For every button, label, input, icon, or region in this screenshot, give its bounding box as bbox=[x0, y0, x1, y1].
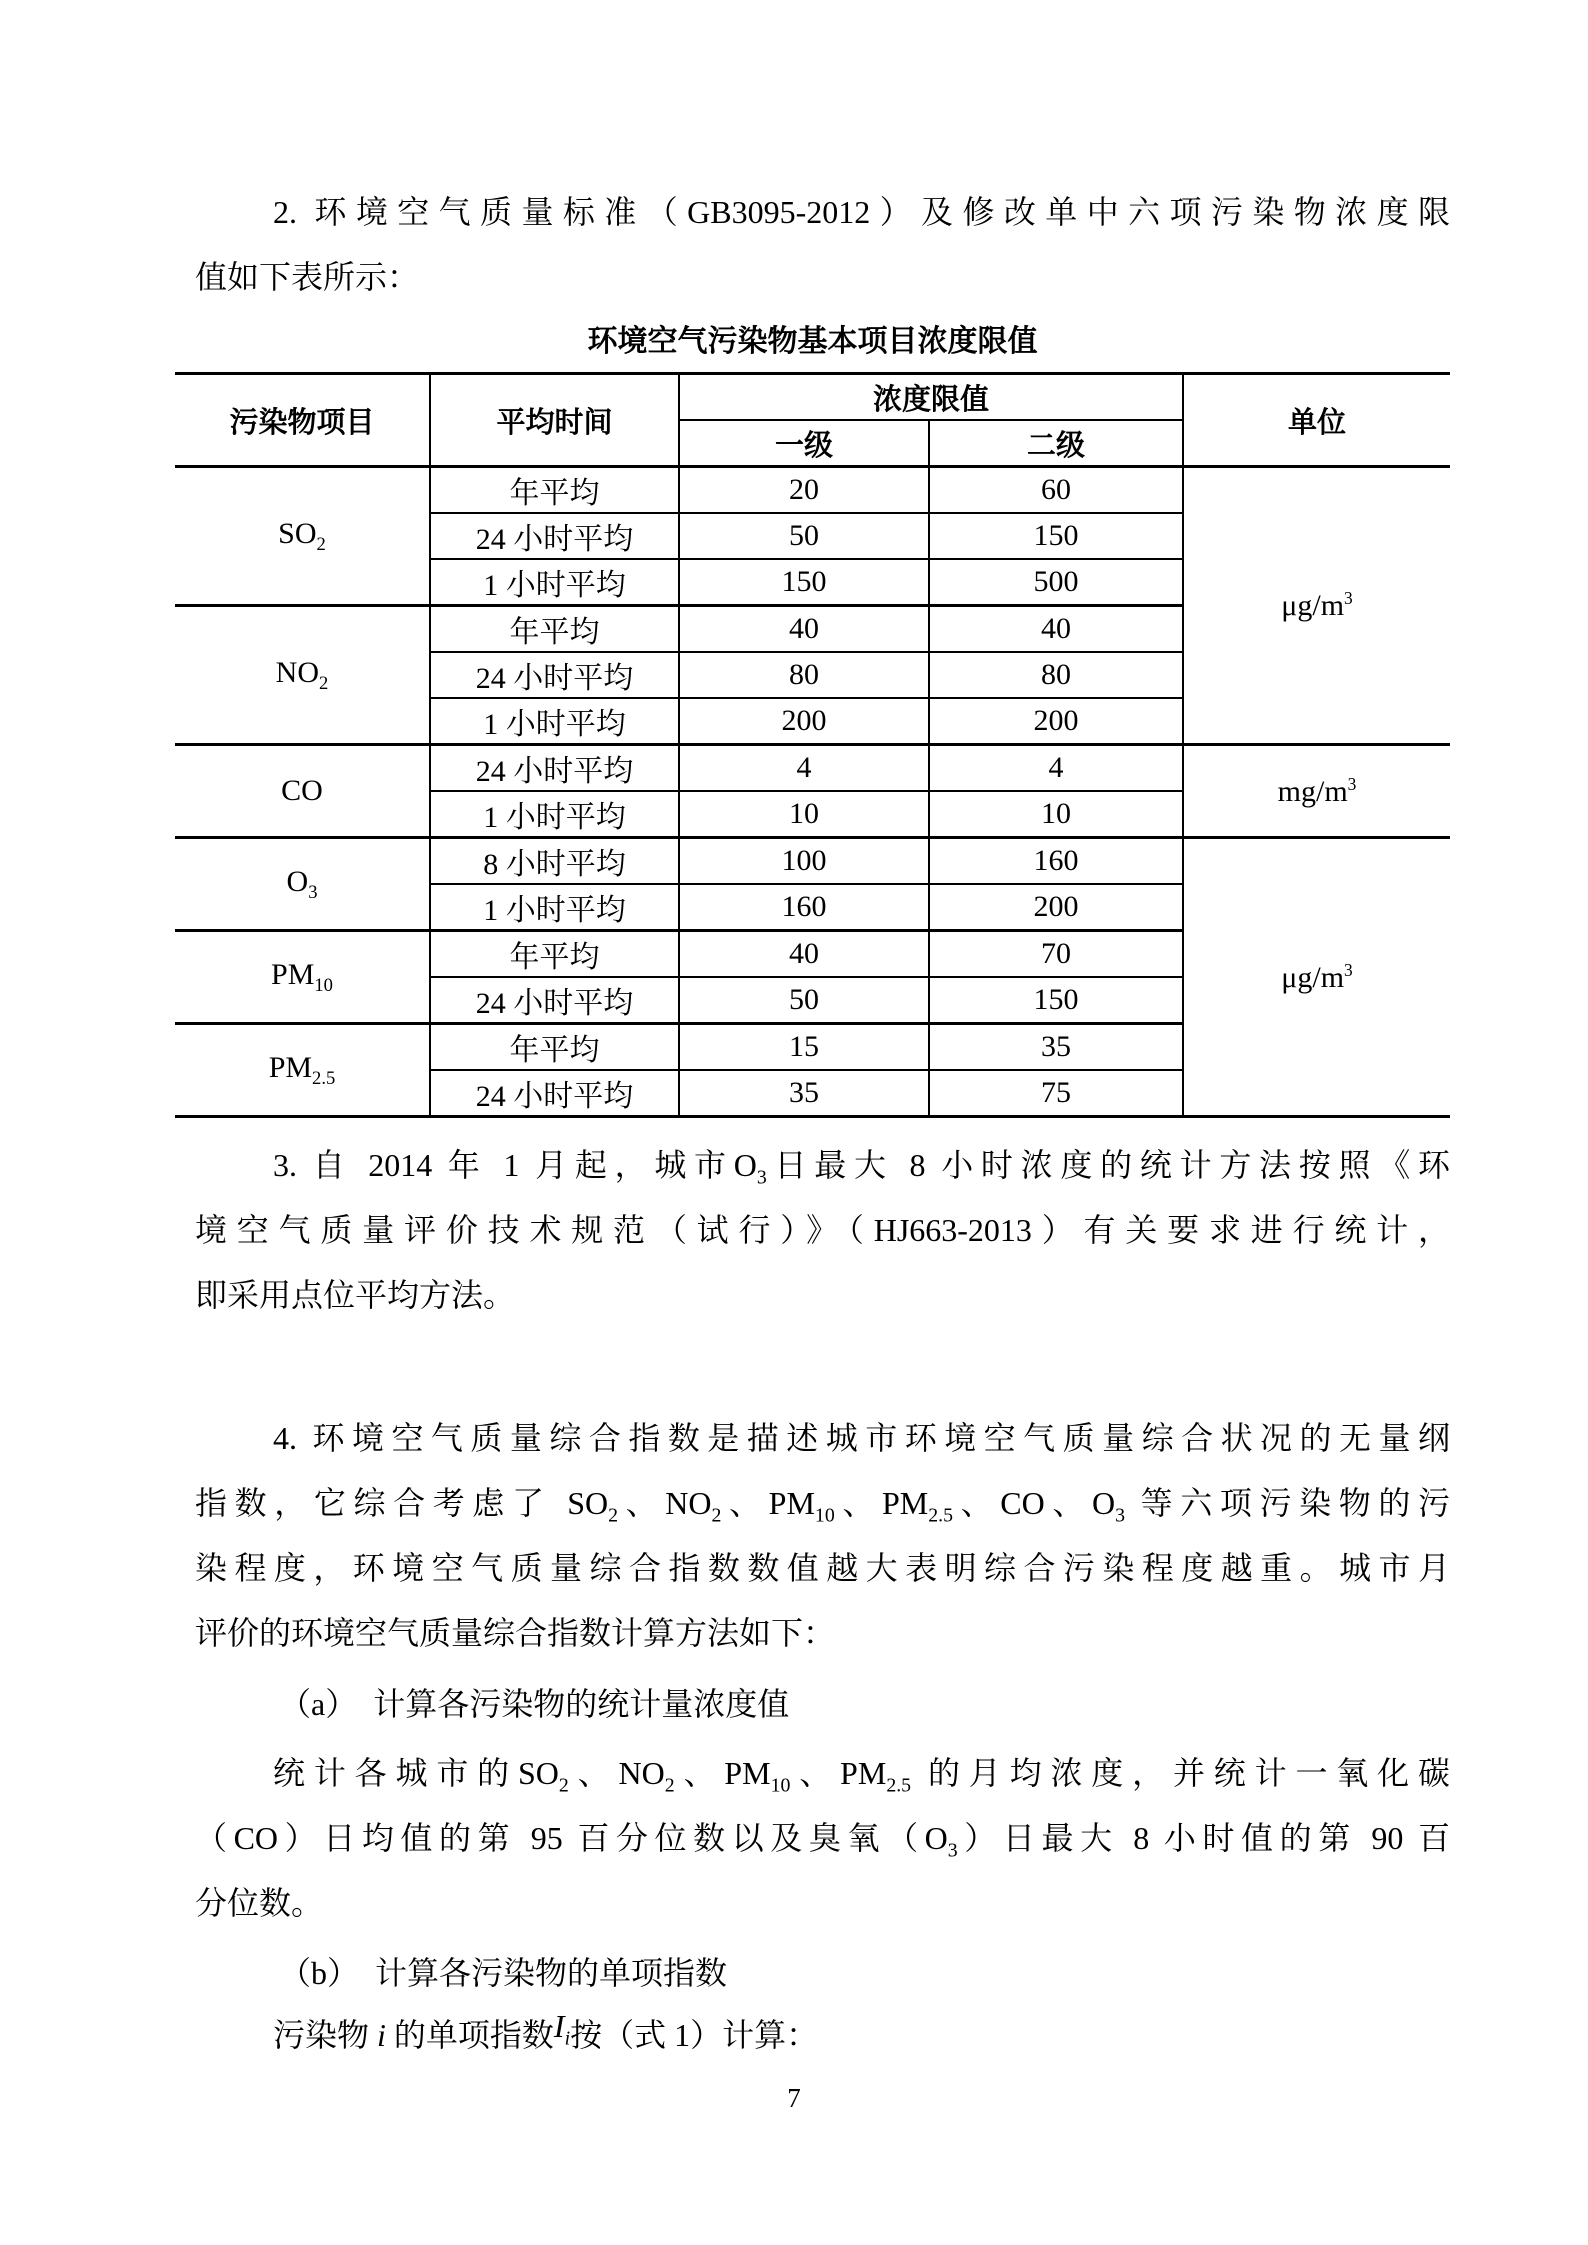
grade1-cell: 10 bbox=[679, 791, 929, 838]
grade2-cell: 80 bbox=[929, 652, 1183, 698]
time-cell: 年平均 bbox=[430, 931, 679, 978]
unit-cell: $\mu g/m^3$ bbox=[1183, 467, 1450, 745]
time-cell: 24 小时平均 bbox=[430, 745, 679, 792]
grade2-cell: 160 bbox=[929, 838, 1183, 885]
unit-cell: $mg/m^3$ bbox=[1183, 745, 1450, 838]
list-item-b: （b） 计算各污染物的单项指数 bbox=[279, 1955, 728, 1991]
grade2-cell: 60 bbox=[929, 467, 1183, 514]
header-limits: 浓度限值 bbox=[679, 374, 1183, 421]
time-cell: 24 小时平均 bbox=[430, 652, 679, 698]
p3-line-3: 即采用点位平均方法。 bbox=[195, 1277, 516, 1313]
time-cell: 1 小时平均 bbox=[430, 884, 679, 931]
table-row bbox=[175, 838, 1450, 885]
time-cell: 年平均 bbox=[430, 1024, 679, 1071]
grade2-cell: 35 bbox=[929, 1024, 1183, 1071]
p3-line-1: 3. 自 2014 年 1 月起，城市$O_3$日最大 8 小时浓度的统计方法按照《环 bbox=[273, 1147, 1450, 1189]
paragraph-6: 污染物 i 的单项指数$I_i$按（式 1）计算： bbox=[273, 2008, 819, 2053]
header-pollutant: 污染物项目 bbox=[175, 374, 430, 467]
grade1-cell: 20 bbox=[679, 467, 929, 514]
grade1-cell: 150 bbox=[679, 559, 929, 606]
grade1-cell: 15 bbox=[679, 1024, 929, 1071]
p3-line-2: 境空气质量评价技术规范（试行）》（HJ663-2013）有关要求进行统计， bbox=[195, 1212, 1450, 1248]
pollutant-cell: $PM_{10}$ bbox=[175, 931, 430, 1024]
unit-cell: $\mu g/m^3$ bbox=[1183, 838, 1450, 1117]
p4-line-4: 评价的环境空气质量综合指数计算方法如下： bbox=[195, 1615, 836, 1651]
pollutant-cell: $SO_2$ bbox=[175, 467, 430, 606]
grade1-cell: 40 bbox=[679, 606, 929, 653]
header-unit: 单位 bbox=[1183, 374, 1450, 467]
grade1-cell: 80 bbox=[679, 652, 929, 698]
grade1-cell: 100 bbox=[679, 838, 929, 885]
grade2-cell: 10 bbox=[929, 791, 1183, 838]
grade1-cell: 40 bbox=[679, 931, 929, 978]
grade2-cell: 70 bbox=[929, 931, 1183, 978]
table-header-row-1 bbox=[175, 374, 1450, 421]
time-cell: 24 小时平均 bbox=[430, 977, 679, 1024]
header-grade2: 二级 bbox=[929, 420, 1183, 467]
p5-line-3: 分位数。 bbox=[195, 1885, 324, 1921]
grade1-cell: 50 bbox=[679, 977, 929, 1024]
grade2-cell: 75 bbox=[929, 1070, 1183, 1117]
p2-line-1: 2. 环境空气质量标准（GB3095-2012）及修改单中六项污染物浓度限 bbox=[273, 194, 1450, 230]
grade2-cell: 150 bbox=[929, 513, 1183, 559]
grade2-cell: 40 bbox=[929, 606, 1183, 653]
grade1-cell: 200 bbox=[679, 698, 929, 745]
time-cell: 1 小时平均 bbox=[430, 791, 679, 838]
table-row bbox=[175, 467, 1450, 514]
grade2-cell: 150 bbox=[929, 977, 1183, 1024]
header-time: 平均时间 bbox=[430, 374, 679, 467]
paragraph-2 bbox=[195, 180, 1450, 310]
grade1-cell: 4 bbox=[679, 745, 929, 792]
pollutant-cell: CO bbox=[175, 745, 430, 838]
grade1-cell: 160 bbox=[679, 884, 929, 931]
time-cell: 年平均 bbox=[430, 606, 679, 653]
p4-line-3: 染程度，环境空气质量综合指数数值越大表明综合污染程度越重。城市月 bbox=[195, 1550, 1450, 1586]
pollutant-limits-table bbox=[175, 372, 1450, 1118]
time-cell: 1 小时平均 bbox=[430, 698, 679, 745]
p4-line-2: 指数，它综合考虑了 $SO_2$、$NO_2$、$PM_{10}$、$PM_{2.5}$、CO、$O_3$ 等六项污染物的污 bbox=[195, 1485, 1450, 1527]
pollutant-cell: $NO_2$ bbox=[175, 606, 430, 745]
p2-line-2: 值如下表所示： bbox=[195, 259, 420, 295]
time-cell: 24 小时平均 bbox=[430, 1070, 679, 1117]
p5-line-1: 统计各城市的$SO_2$、$NO_2$、$PM_{10}$、$PM_{2.5}$ 的月均浓度，并统计一氧化碳 bbox=[273, 1755, 1450, 1797]
grade2-cell: 500 bbox=[929, 559, 1183, 606]
paragraph-4 bbox=[195, 1406, 1450, 1666]
pollutant-cell: $O_3$ bbox=[175, 838, 430, 931]
time-cell: 8 小时平均 bbox=[430, 838, 679, 885]
time-cell: 1 小时平均 bbox=[430, 559, 679, 606]
p5-line-2: （CO）日均值的第 95 百分位数以及臭氧$(O_3)$日最大 8 小时值的第 90 百 bbox=[195, 1820, 1450, 1862]
grade1-cell: 50 bbox=[679, 513, 929, 559]
table-title: 环境空气污染物基本项目浓度限值 bbox=[587, 325, 1038, 358]
table-row bbox=[175, 745, 1450, 792]
grade2-cell: 4 bbox=[929, 745, 1183, 792]
grade2-cell: 200 bbox=[929, 884, 1183, 931]
time-cell: 年平均 bbox=[430, 467, 679, 514]
page-number: 7 bbox=[787, 2083, 801, 2113]
paragraph-5 bbox=[195, 1741, 1450, 1936]
grade1-cell: 35 bbox=[679, 1070, 929, 1117]
header-grade1: 一级 bbox=[679, 420, 929, 467]
pollutant-cell: $PM_{2.5}$ bbox=[175, 1024, 430, 1117]
time-cell: 24 小时平均 bbox=[430, 513, 679, 559]
grade2-cell: 200 bbox=[929, 698, 1183, 745]
p4-line-1: 4. 环境空气质量综合指数是描述城市环境空气质量综合状况的无量纲 bbox=[273, 1420, 1450, 1456]
paragraph-3 bbox=[195, 1133, 1450, 1328]
list-item-a: （a） 计算各污染物的统计量浓度值 bbox=[279, 1686, 790, 1722]
